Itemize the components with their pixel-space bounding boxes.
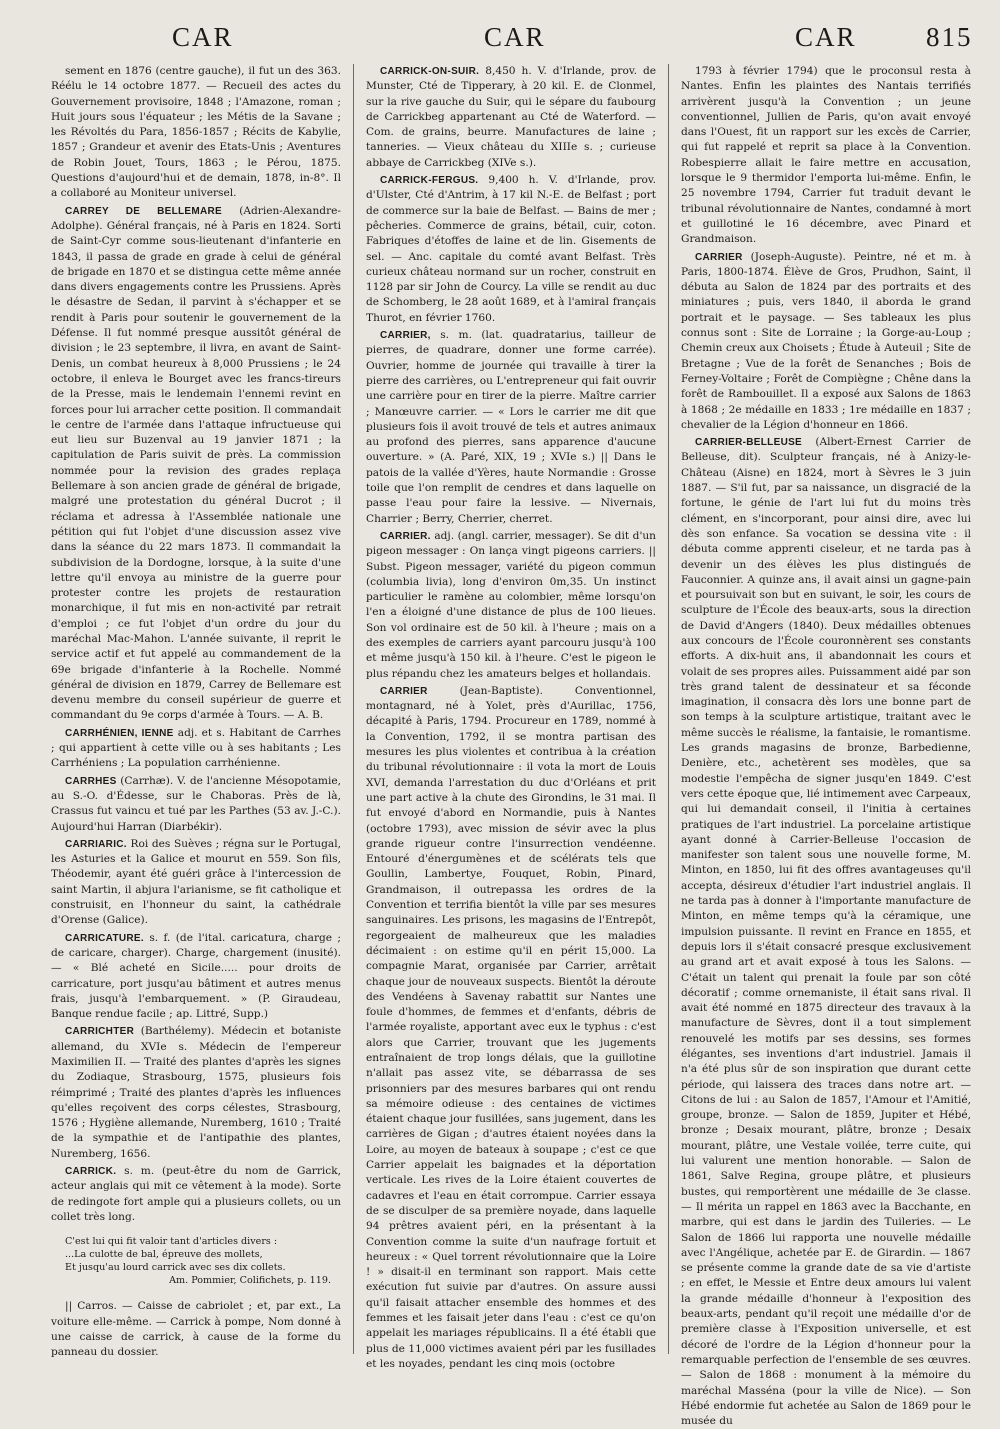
dictionary-entry bbox=[366, 529, 656, 682]
dictionary-entry bbox=[366, 64, 656, 171]
dictionary-entry bbox=[51, 774, 341, 835]
dictionary-entry bbox=[51, 1024, 341, 1162]
text-column-right bbox=[681, 64, 971, 1428]
running-head-left: CAR bbox=[172, 22, 234, 52]
column-divider bbox=[668, 64, 669, 1354]
dictionary-entry bbox=[366, 328, 656, 527]
entry-text: 8,450 h. V. d'Irlande, prov. de Munster, Cté de Tipperary, à 20 kil. E. de Clonmel, sur la rive gauche du Suir, qui le sépare du faubourg de Carrickbeg appartenant au Cté de Waterford. — Com. de grains, beurre. Manufactures de laine ; tanneries. — Vieux château du XIIIe s. ; curieuse abbaye de Carrickbeg (XIVe s.). bbox=[366, 65, 656, 169]
entry-headword: CARRIER bbox=[380, 685, 428, 697]
dictionary-entry bbox=[366, 173, 656, 326]
entry-headword: CARRICK-FERGUS. bbox=[380, 175, 479, 187]
citation-line: C'est lui qui fit valoir tant d'articles divers : bbox=[65, 1236, 278, 1248]
entry-text: sement en 1876 (centre gauche), il fut un des 363. Réélu le 14 octobre 1877. — Recueil des actes du Gouvernement provisoire, 1848 ; l'Amazone, roman ; Huit jours sous l'équateur ; les Métis de la Savane ; les Révoltés du Para, 1856-1857 ; Récits de Kabylie, 1857 ; Grandeur et avenir des Etats-Unis ; Aventures de Robin Jouet, Tours, 1863 ; le Pérou, 1875. Questions d'aujourd'hui et de demain, 1878, in-8°. Il a collaboré au Moniteur universel. bbox=[51, 65, 341, 200]
entry-headword: CARRIER bbox=[695, 251, 743, 263]
entry-text: (Albert-Ernest Carrier de Belleuse, dit). Sculpteur français, né à Anizy-le-Château (Aisne) en 1824, mort à Sèvres le 3 juin 1887. — S'il fut, par sa naissance, un disgracié de la fortune, le génie de l'art lui fut du moins très clément, en s'incorporant, pour ainsi dire, avec lui dès son enfance. Sa vocation se dessina vite : il débuta comme apprenti ciseleur, et ne tarda pas à devenir un des élèves les plus distingués de Fauconnier. A quinze ans, il avait ainsi un gagne-pain et poursuivait son but en suivant, le soir, les cours de sculpture de l'École des beaux-arts, sous la direction de David d'Angers (1840). Deux médailles obtenues aux concours de l'École couronnèrent ses constants efforts. A dix-huit ans, il abandonnait les cours et volait de ses propres ailes. Puissamment aidé par son très grand talent de dessinateur et sa féconde imagination, il consacra dès lors une bonne part de son temps à la sculpture artistique, traitant avec le même succès le réalisme, la fantaisie, le romantisme. Les grands magasins de bronze, Barbedienne, Denière, etc., achetèrent ses modèles, que sa modestie l'empêcha de signer jusqu'en 1849. C'est vers cette époque que, lié intimement avec Carpeaux, qui lui demandait conseil, il l'initia à certaines pratiques de l'art industriel. La porcelaine artistique ayant donné à Carrier-Belleuse l'occasion de manifester son talent sous une nouvelle forme, M. Minton, en 1850, lui fit des offres avantageuses qu'il accepta, désireux d'étudier l'art industriel anglais. Il ne tarda pas à donner à l'importante manufacture de Minton, en même temps qu'à la céramique, une impulsion puissante. Il revint en France en 1855, et depuis lors il s'était consacré presque exclusivement au grand art et avait exposé à tous les Salons. — C'était un talent qui prenait la foule par son côté décoratif ; comme ornemaniste, il était sans rival. Il avait été nommé en 1875 directeur des travaux à la manufacture de Sèvres, dont il a tout simplement renouvelé les motifs par ses dessins, ses formes élégantes, ses inventions d'art industriel. Jamais il n'a été plus sûr de son inspiration que durant cette période, qui laissera des traces dans notre art. — Citons de lui : au Salon de 1857, l'Amour et l'Amitié, groupe, bronze. — Salon de 1859, Jupiter et Hébé, bronze ; Desaix mourant, plâtre, bronze ; Desaix mourant, plâtre, une Vestale voilée, terre cuite, qui lui valurent une mention honorable. — Salon de 1861, Salve Regina, groupe plâtre, et plusieurs bustes, qui remportèrent une médaille de 3e classe. — Il mérita un rappel en 1863 avec la Bacchante, en marbre, qui est dans le jardin des Tuileries. — Le Salon de 1866 lui rapporta une nouvelle médaille avec l'Angélique, achetée par E. de Girardin. — 1867 se présente comme la grande date de sa vie d'artiste ; en effet, le Messie et Entre deux amours lui valent la grande médaille d'honneur à l'exposition des beaux-arts, pendant qu'il reçoit une médaille d'or de première classe à l'Exposition universelle, et est décoré de l'ordre de la Légion d'honneur pour la remarquable perfection de l'ensemble de ses œuvres. — Salon de 1868 : monument à la mémoire du maréchal Masséna (pour la ville de Nice). — Son Hébé endormie fut achetée au Salon de 1869 pour le musée du bbox=[681, 436, 971, 1428]
dictionary-entry bbox=[51, 1164, 341, 1225]
entry-headword: CARRHÉNIEN, IENNE bbox=[65, 727, 174, 739]
entry-text: (Barthélemy). Médecin et botaniste allemand, du XVIe s. Médecin de l'empereur Maximilien II. — Traité des plantes d'après les signes du Zodiaque, Strasbourg, 1575, plusieurs fois réimprimé ; Traité des plantes d'après les influences qu'elles reçoivent des corps célestes, Strasbourg, 1576 ; Hygiène allemande, Nuremberg, 1610 ; Traité de la sympathie et de l'antipathie des plantes, Nuremberg, 1656. bbox=[51, 1025, 341, 1160]
dictionary-entry bbox=[51, 837, 341, 929]
entry-text: 9,400 h. V. d'Irlande, prov. d'Ulster, Cté d'Antrim, à 17 kil N.-E. de Belfast ; port de commerce sur la baie de Belfast. — Bains de mer ; pêcheries. Commerce de grains, bétail, cuir, coton. Fabriques d'étoffes de laine et de lin. Gisements de sel. — Anc. capitale du comté avant Belfast. Très curieux château normand sur un rocher, construit en 1128 par sir John de Courcy. La ville se rendit au duc de Schomberg, le 28 août 1689, et à l'amiral français Thurot, en février 1760. bbox=[366, 174, 657, 324]
dictionary-entry bbox=[51, 726, 341, 772]
entry-text: (Joseph-Auguste). Peintre, né et m. à Paris, 1800-1874. Élève de Gros, Prudhon, Saint, il débuta au Salon de 1824 par des portraits et des miniatures ; puis, vers 1840, il aborda le grand portrait et le paysage. — Ses tableaux les plus connus sont : Site de Lorraine ; la Gorge-au-Loup ; Chemin creux aux Choisets ; Étude à Auteuil ; Site de Bretagne ; Vue de la forêt de Senanches ; Bois de Ferney-Voltaire ; Forêt de Compiègne ; Chêne dans la forêt de Rambouillet. Il a exposé aux Salons de 1863 à 1868 ; 2e médaille en 1833 ; 1re médaille en 1837 ; chevalier de la Légion d'honneur en 1866. bbox=[681, 250, 971, 431]
dictionary-entry bbox=[51, 64, 341, 202]
running-head-right: CAR bbox=[795, 22, 857, 52]
text-column-middle bbox=[366, 64, 657, 1370]
entry-text: s. m. (lat. quadratarius, tailleur de pierres, de quadrare, donner une forme carrée). Ouvrier, homme de journée qui travaille à tirer la pierre des carrières, ou L'entrepreneur qui fait ouvrir une carrière pour en tirer de la pierre. Maître carrier ; Manœuvre carrier. — « Lors le carrier me dit que plusieurs fois il avoit trouvé de tels et autres animaux au profond des pierres, sans apparence d'aucune ouverture. » (A. Paré, XIX, 19 ; XVIe s.) || Dans le patois de la vallée d'Yères, haute Normandie : Grosse toile que l'on remplit de cendres et dans laquelle on passe l'eau pour faire la lessive. — Nivernais, Charrier ; Berry, Cherrier, cherret. bbox=[366, 329, 656, 525]
entry-headword: CARRIER-BELLEUSE bbox=[695, 437, 803, 449]
citation-block bbox=[51, 1235, 341, 1287]
entry-text: Roi des Suèves ; régna sur le Portugal, les Asturies et la Galice et mourut en 559. Son fils, Théodemir, ayant été guéri grâce à l'intercession de saint Martin, il abjura l'arianisme, se fit catholique et construisit, en l'honneur du saint, la cathédrale d'Orense (Galice). bbox=[51, 837, 341, 927]
entry-headword: CARREY DE BELLEMARE bbox=[65, 205, 223, 217]
entry-text: 1793 à février 1794) que le proconsul resta à Nantes. Enfin les plaintes des Nantais terrifiés arrivèrent jusqu'à la Convention ; un jeune conventionnel, Jullien de Paris, qu'on avait envoyé dans l'Ouest, fit un rapport sur les excès de Carrier, qui fut rappelé et reprit sa place à la Convention. Robespierre allait le faire mettre en accusation, lorsque le 9 thermidor l'emporta lui-même. Enfin, le 25 novembre 1794, Carrier fut traduit devant le tribunal révolutionnaire de Nantes, condamné à mort et guillotiné le 16 décembre, avec Pinard et Grandmaison. bbox=[681, 65, 971, 246]
dictionary-entry bbox=[681, 64, 971, 248]
entry-text: s. m. (peut-être du nom de Garrick, acteur anglais qui mit ce vêtement à la mode). Sorte de redingote fort ample qui a plusieurs collets, ou un collet très long. bbox=[51, 1165, 341, 1223]
running-head-center: CAR bbox=[484, 22, 546, 52]
entry-text: (Jean-Baptiste). Conventionnel, montagnard, né à Yolet, près d'Aurillac, 1756, décapité à Paris, 1794. Procureur en 1789, nommé à la Convention, 1792, il se montra partisan des mesures les plus violentes et contribua à la création du tribunal révolutionnaire : il vota la mort de Louis XVI, demanda l'arrestation du duc d'Orléans et prit une part active à la chute des Girondins, le 31 mai. Il fut envoyé d'abord en Normandie, puis à Nantes (octobre 1793), avec mission de sévir avec la plus grande rigueur contre l'insurrection vendéenne. Entouré d'énergumènes et de scélérats tels que Goullin, Lambertye, Fouquet, Robin, Pinard, Grandmaison, il outrepassa les ordres de la Convention et terrifia bientôt la ville par ses mesures sanguinaires. Les prisons, les magasins de l'Entrepôt, regorgeaient de malheureux que les maladies décimaient : on estime qu'il en périt 15,000. La compagnie Marat, organisée par Carrier, arrêtait chaque jour de nouveaux suspects. Bientôt la déroute des Vendéens à Savenay rabattit sur Nantes une foule d'hommes, de femmes et d'enfants, débris de l'armée royaliste, apportant avec eux le typhus : c'est alors que Carrier, trouvant que les jugements entraînaient de trop longs délais, que la guillotine n'allait pas assez vite, se débarrassa de ses prisonniers par des mesures barbares qui ont rendu sa mémoire odieuse : des centaines de victimes étaient chaque jour fusillées, sans jugement, dans les carrières de Gigan ; d'autres étaient noyées dans la Loire, au moyen de bateaux à soupape ; c'est ce que Carrier appelait les baignades et la déportation verticale. Les rives de la Loire étaient couvertes de cadavres et l'eau en était corrompue. Carrier essaya de se disculper de sa première noyade, dans laquelle 94 prêtres avaient péri, en la présentant à la Convention comme la suite d'un naufrage fortuit et heureux : « Quel torrent révolutionnaire que la Loire ! » disait-il en terminant son rapport. Mais cette exécution fut suivie par d'autres. On assure aussi qu'il faisait attacher ensemble des hommes et des femmes et les faisait jeter dans l'eau : c'est ce qu'on appelait les mariages républicains. Il a été établi que plus de 11,000 victimes avaient péri par les fusillades et les noyades, pendant les cinq mois (octobre bbox=[366, 684, 656, 1370]
dictionary-entry bbox=[681, 435, 971, 1429]
entry-text: (Carrhæ). V. de l'ancienne Mésopotamie, au S.-O. d'Édesse, sur le Chaboras. Près de là, Crassus fut vaincu et tué par les Parthes (53 av. J.-C.). Aujourd'hui Harran (Diarbékir). bbox=[51, 774, 341, 833]
page-number: 815 bbox=[926, 22, 973, 52]
entry-headword: CARRICK-ON-SUIR. bbox=[380, 66, 480, 77]
sub-entry-carros: || Carros. — Caisse de cabriolet ; et, par ext., La voiture elle-même. — Carrick à pompe, Nom donné à une caisse de carrick, à cause de la forme du panneau du dossier. bbox=[51, 1300, 341, 1359]
citation-source: Am. Pommier, Colifichets, p. 119. bbox=[169, 1275, 331, 1287]
dictionary-entry bbox=[51, 204, 341, 724]
entry-text: (Adrien-Alexandre-Adolphe). Général français, né à Paris en 1824. Sorti de Saint-Cyr comme sous-lieutenant d'infanterie en 1843, il passa de grade en grade à celui de général de brigade en 1870 et se distingua cette même année dans divers engagements contre les Prussiens. Après le désastre de Sedan, il parvint à s'échapper et se rendit à Paris pour soutenir le gouvernement de la Défense. Il fut nommé presque aussitôt général de division ; le 23 septembre, il livra, en avant de Saint-Denis, un combat heureux à 8,000 Prussiens ; le 24 octobre, il enleva le Bourget avec les francs-tireurs de la Presse, mais le lendemain l'ennemi revint en forces pour lui arracher cette position. Il commandait le centre de l'armée dans l'attaque infructueuse qui eut lieu sur Buzenval au 19 janvier 1871 ; la capitulation de Paris suivit de près. La commission nommée pour la revision des grades replaça Bellemare à son ancien grade de général de brigade, malgré une protestation du général Ducrot ; il réclama et adressa à l'Assemblée nationale une pétition qui fut l'objet d'une discussion assez vive dans la séance du 22 mars 1873. Il commandait la subdivision de la Dordogne, lorsque, à la suite d'une lettre qu'il envoya au ministre de la guerre pour protester contre les projets de restauration monarchique, il fut mis en non-activité par retrait d'emploi ; ce fut l'objet d'un ordre du jour du maréchal Mac-Mahon. L'année suivante, il reprit le service actif et fut appelé au commandement de la 69e brigade d'infanterie à la Rochelle. Nommé général de division en 1879, Carrey de Bellemare est devenu membre du conseil supérieur de guerre et commandant du 9e corps d'armée à Tours. — A. B. bbox=[51, 204, 341, 722]
citation-line: ...La culotte de bal, épreuve des mollets, bbox=[65, 1249, 263, 1261]
dictionary-entry bbox=[681, 250, 971, 434]
dictionary-entry bbox=[366, 684, 656, 1372]
entry-headword: CARRICATURE. bbox=[65, 932, 144, 944]
entry-text: adj. (angl. carrier, messager). Se dit d'un pigeon messager : On lança vingt pigeons carriers. || Subst. Pigeon messager, variété du pigeon commun (columbia livia), long d'environ 0m,35. Un instinct particulier le ramène au colombier, même lorsqu'on l'en a éloigné d'une distance de plus de 100 lieues. Son vol ordinaire est de 50 kil. à l'heure ; mais on a des exemples de carriers ayant parcouru jusqu'à 100 et même jusqu'à 150 kil. à l'heure. C'est le pigeon le plus répandu chez les amateurs belges et hollandais. bbox=[366, 529, 656, 680]
entry-text: adj. et s. Habitant de Carrhes ; qui appartient à cette ville ou à ses habitants ; Les Carrhéniens ; La population carrhénienne. bbox=[51, 726, 341, 770]
dictionary-entry bbox=[51, 931, 341, 1023]
entry-headword: CARRICK. bbox=[65, 1166, 117, 1178]
column-divider bbox=[353, 64, 354, 1354]
entry-headword: CARRIER. bbox=[380, 530, 431, 542]
entry-headword: CARRHES bbox=[65, 775, 117, 787]
entry-headword: CARRICHTER bbox=[65, 1026, 135, 1038]
entry-text: s. f. (de l'ital. caricatura, charge ; de caricare, charger). Charge, chargement (inusité). — « Blé acheté en Sicile..... pour droits de carricature, port jusqu'au bâtiment et autres menus frais, jusqu'à l'embarquement. » (P. Giraudeau, Banque rendue facile ; ap. Littré, Supp.) bbox=[51, 931, 341, 1021]
text-column-left bbox=[51, 64, 341, 1359]
citation-line: Et jusqu'au lourd carrick avec ses dix collets. bbox=[65, 1262, 286, 1274]
entry-headword: CARRIER, bbox=[380, 330, 431, 342]
entry-headword: CARRIARIC. bbox=[65, 838, 127, 850]
page-header bbox=[0, 22, 1000, 62]
